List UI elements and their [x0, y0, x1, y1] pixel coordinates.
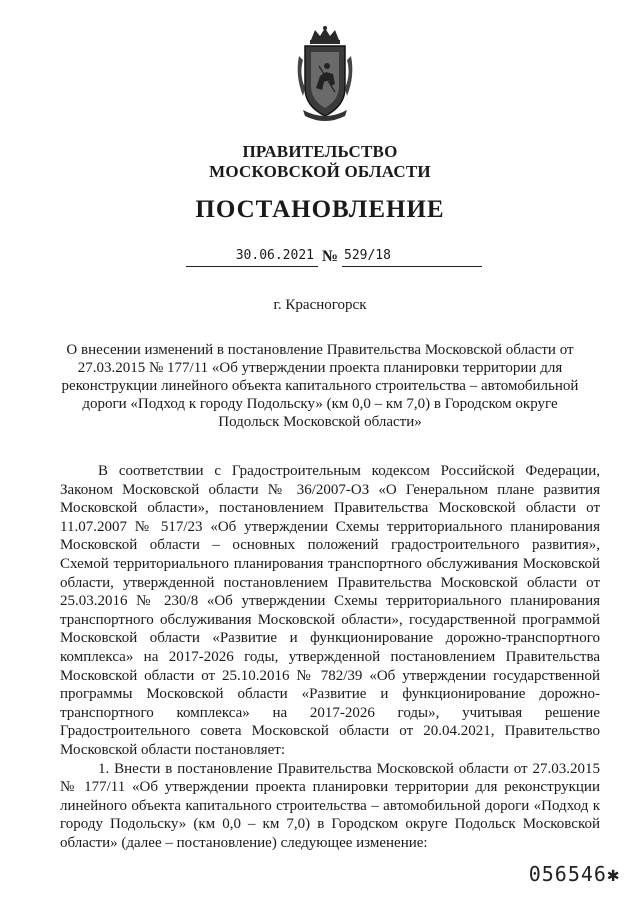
document-date: 30.06.2021 [186, 248, 318, 267]
document-subject: О внесении изменений в постановление Правительства Московской области от 27.03.2015 № 177/11 «Об утверждении проекта планировки территории для реконструкции линейного объекта капитального строительства – автомобильной дороги «Подход к городу Подольску» (км 0,0 – км 7,0) в Городском округе Подольск Московской области» [61, 342, 579, 430]
authority-name-line2: МОСКОВСКОЙ ОБЛАСТИ [209, 162, 431, 181]
document-body [60, 462, 600, 852]
issue-city: г. Красногорск [273, 297, 367, 313]
body-paragraph-preamble: В соответствии с Градостроительным кодексом Российской Федерации, Законом Московской области № 36/2007-ОЗ «О Генеральном плане развития Московской области», постановлением Правительства Московской области от 11.07.2007 № 517/23 «Об утверждении Схемы территориального планирования Московской области – основных положений градостроительного развития», Схемой территориального планирования транспортного обслуживания Московской области, утвержденной постановлением Правительства Московской области от 25.03.2016 № 230/8 «Об утверждении Схемы территориального планирования транспортного обслуживания Московской области», государственной программой Московской области «Развитие и функционирование дорожно-транспортного комплекса» на 2017-2026 годы, утвержденной постановлением Правительства Московской области от 25.10.2016 № 782/39 «Об утверждении государственной программы Московской области «Развитие и функционирование дорожно-транспортного комплекса» на 2017-2026 годы», учитывая решение Градостроительного совета Московской области от 20.04.2021, Правительство Московской области постановляет: [60, 463, 600, 758]
coat-of-arms-emblem [289, 26, 361, 122]
document-type-title: ПОСТАНОВЛЕНИЕ [195, 196, 445, 223]
authority-name-line1: ПРАВИТЕЛЬСТВО [242, 142, 398, 161]
body-paragraph-item-1: 1. Внести в постановление Правительства Московской области от 27.03.2015 № 177/11 «Об утверждении проекта планировки территории для реконструкции линейного объекта капитального строительства – автомобильной дороги «Подход к городу Подольску» (км 0,0 – км 7,0) в Городском округе Подольск Московской области» (далее – постановление) следующее изменение: [60, 760, 600, 851]
form-serial-number: 056546✱ [528, 862, 620, 886]
document-number: 529/18 [342, 248, 482, 267]
date-number-line [0, 248, 640, 270]
number-sign: № [322, 248, 339, 265]
